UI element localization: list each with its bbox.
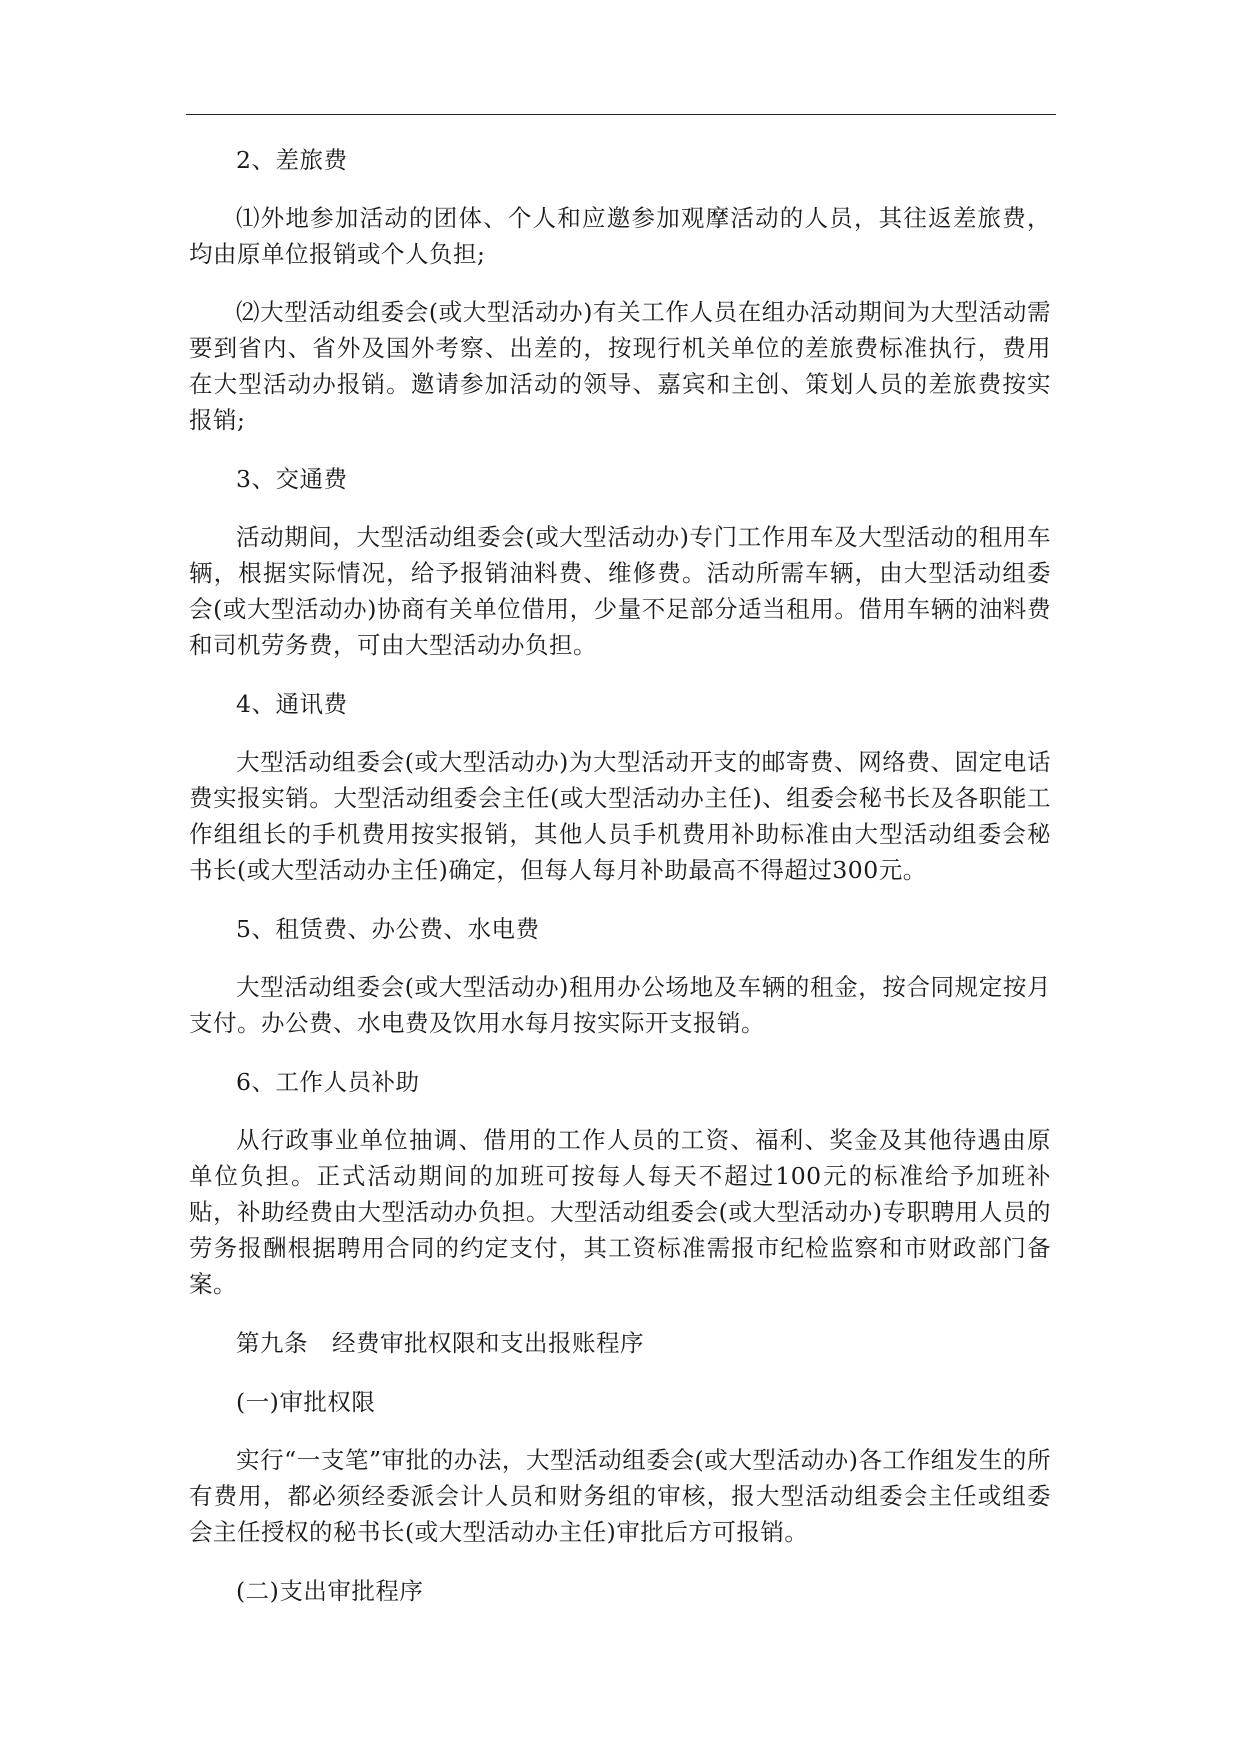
paragraph: 大型活动组委会(或大型活动办)租用办公场地及车辆的租金，按合同规定按月支付。办公费、水电费及饮用水每月按实际开支报销。 <box>189 973 1051 1037</box>
paragraph: 活动期间，大型活动组委会(或大型活动办)专门工作用车及大型活动的租用车辆，根据实际情况，给予报销油料费、维修费。活动所需车辆，由大型活动组委会(或大型活动办)协商有关单位借用，少量不足部分适当租用。借用车辆的油料费和司机劳务费，可由大型活动办负担。 <box>189 523 1051 659</box>
section-heading-rent: 5、租赁费、办公费、水电费 <box>236 915 540 943</box>
document-body <box>189 142 1051 1609</box>
paragraph: ⑴外地参加活动的团体、个人和应邀参加观摩活动的人员，其往返差旅费，均由原单位报销或个人负担; <box>189 204 1051 268</box>
paragraph: 从行政事业单位抽调、借用的工作人员的工资、福利、奖金及其他待遇由原单位负担。正式活动期间的加班可按每人每天不超过100元的标准给予加班补贴，补助经费由大型活动办负担。大型活动组委会(或大型活动办)专职聘用人员的劳务报酬根据聘用合同的约定支付，其工资标准需报市纪检监察和市财政部门备案。 <box>189 1126 1051 1298</box>
paragraph: 大型活动组委会(或大型活动办)为大型活动开支的邮寄费、网络费、固定电话费实报实销。大型活动组委会主任(或大型活动办主任)、组委会秘书长及各职能工作组组长的手机费用按实报销，其他人员手机费用补助标准由大型活动组委会秘书长(或大型活动办主任)确定，但每人每月补助最高不得超过300元。 <box>189 748 1051 884</box>
section-heading-transport: 3、交通费 <box>236 465 348 493</box>
section-heading-staff-subsidy: 6、工作人员补助 <box>236 1068 420 1096</box>
paragraph: ⑵大型活动组委会(或大型活动办)有关工作人员在组办活动期间为大型活动需要到省内、省外及国外考察、出差的，按现行机关单位的差旅费标准执行，费用在大型活动办报销。邀请参加活动的领导、嘉宾和主创、策划人员的差旅费按实报销; <box>189 298 1051 434</box>
header-rule <box>186 114 1056 115</box>
article-heading-ninth: 第九条 经费审批权限和支出报账程序 <box>236 1329 644 1357</box>
paragraph: 实行“一支笔”审批的办法，大型活动组委会(或大型活动办)各工作组发生的所有费用，都必须经委派会计人员和财务组的审核，报大型活动组委会主任或组委会主任授权的秘书长(或大型活动办主任)审批后方可报销。 <box>189 1446 1051 1546</box>
section-heading-travel: 2、差旅费 <box>236 146 348 174</box>
subsection-heading-approval-procedure: (二)支出审批程序 <box>236 1577 424 1605</box>
subsection-heading-approval-authority: (一)审批权限 <box>236 1388 376 1416</box>
section-heading-communication: 4、通讯费 <box>236 690 348 718</box>
